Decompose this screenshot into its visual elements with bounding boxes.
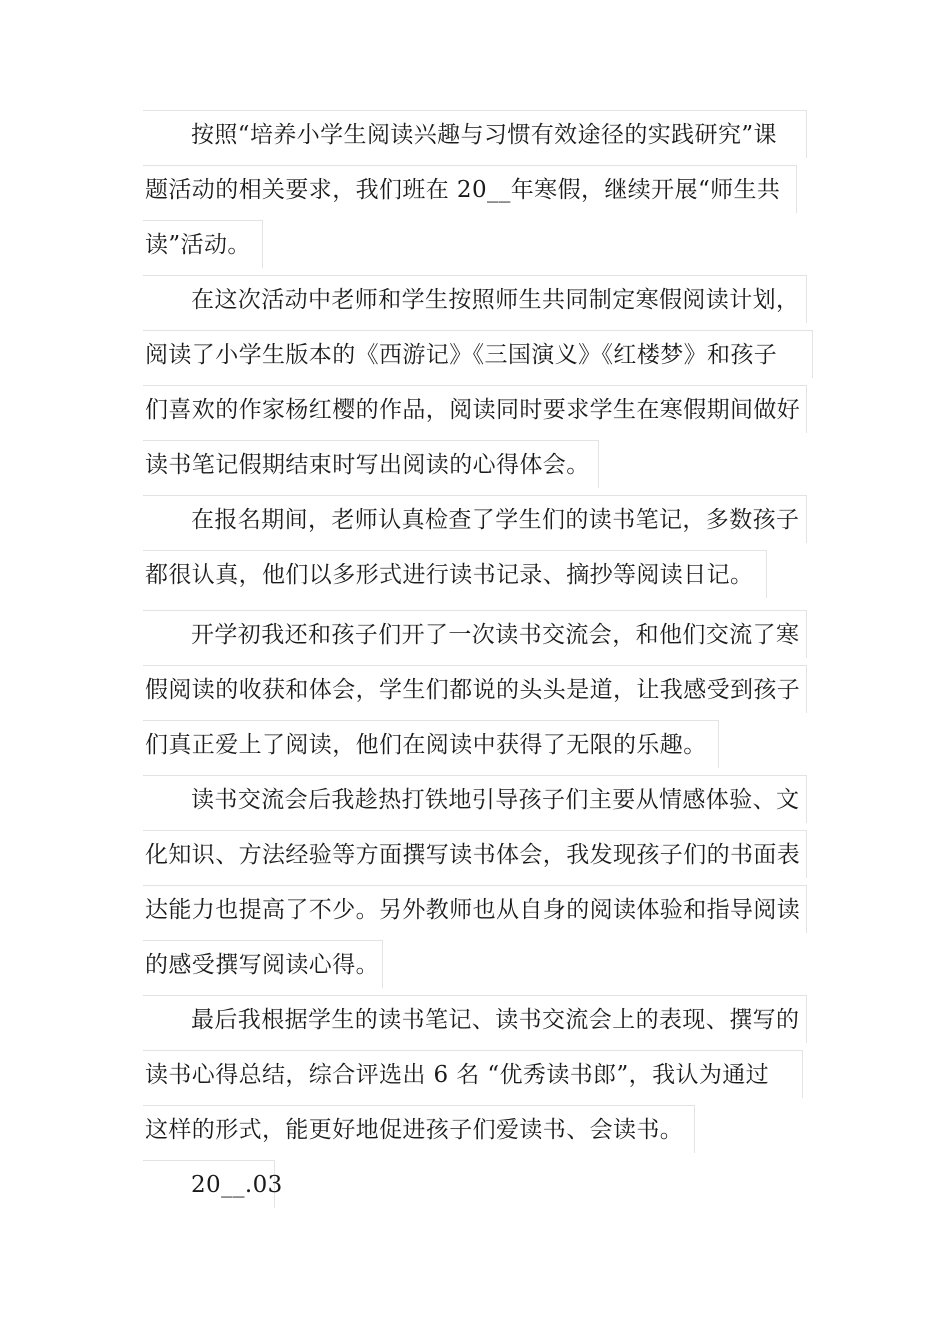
paragraph-writing-guidance	[143, 775, 807, 995]
paragraph-line: 开学初我还和孩子们开了一次读书交流会，和他们交流了寒	[143, 610, 807, 658]
paragraph-line: 读”活动。	[143, 220, 263, 268]
paragraph-line: 们真正爱上了阅读，他们在阅读中获得了无限的乐趣。	[143, 720, 719, 768]
paragraph-exchange-meeting	[143, 610, 807, 775]
paragraph-awards	[143, 995, 807, 1160]
paragraph-line: 题活动的相关要求，我们班在 20__年寒假，继续开展“师生共	[143, 165, 797, 213]
paragraph-date	[143, 1160, 283, 1215]
paragraph-line: 都很认真，他们以多形式进行读书记录、摘抄等阅读日记。	[143, 550, 767, 598]
paragraph-line: 达能力也提高了不少。另外教师也从自身的阅读体验和指导阅读	[143, 885, 807, 933]
paragraph-line: 最后我根据学生的读书笔记、读书交流会上的表现、撰写的	[143, 995, 807, 1043]
paragraph-notes-check	[143, 495, 807, 605]
paragraph-line: 这样的形式，能更好地促进孩子们爱读书、会读书。	[143, 1105, 695, 1153]
paragraph-line: 的感受撰写阅读心得。	[143, 940, 383, 988]
paragraph-line: 在报名期间，老师认真检查了学生们的读书笔记，多数孩子	[143, 495, 807, 543]
paragraph-line: 阅读了小学生版本的《西游记》《三国演义》《红楼梦》和孩子	[143, 330, 813, 378]
paragraph-line: 按照“培养小学生阅读兴趣与习惯有效途径的实践研究”课	[143, 110, 807, 158]
paragraph-line: 假阅读的收获和体会，学生们都说的头头是道，让我感受到孩子	[143, 665, 807, 713]
document-date: 20__.03	[143, 1160, 275, 1208]
paragraph-line: 读书心得总结，综合评选出 6 名 “优秀读书郎”，我认为通过	[143, 1050, 803, 1098]
paragraph-intro	[143, 110, 807, 275]
paragraph-line: 读书交流会后我趁热打铁地引导孩子们主要从情感体验、文	[143, 775, 807, 823]
paragraph-line: 在这次活动中老师和学生按照师生共同制定寒假阅读计划，	[143, 275, 807, 323]
paragraph-line: 读书笔记假期结束时写出阅读的心得体会。	[143, 440, 599, 488]
paragraph-line: 们喜欢的作家杨红樱的作品，阅读同时要求学生在寒假期间做好	[143, 385, 807, 433]
paragraph-line: 化知识、方法经验等方面撰写读书体会，我发现孩子们的书面表	[143, 830, 807, 878]
paragraph-reading-plan	[143, 275, 813, 495]
